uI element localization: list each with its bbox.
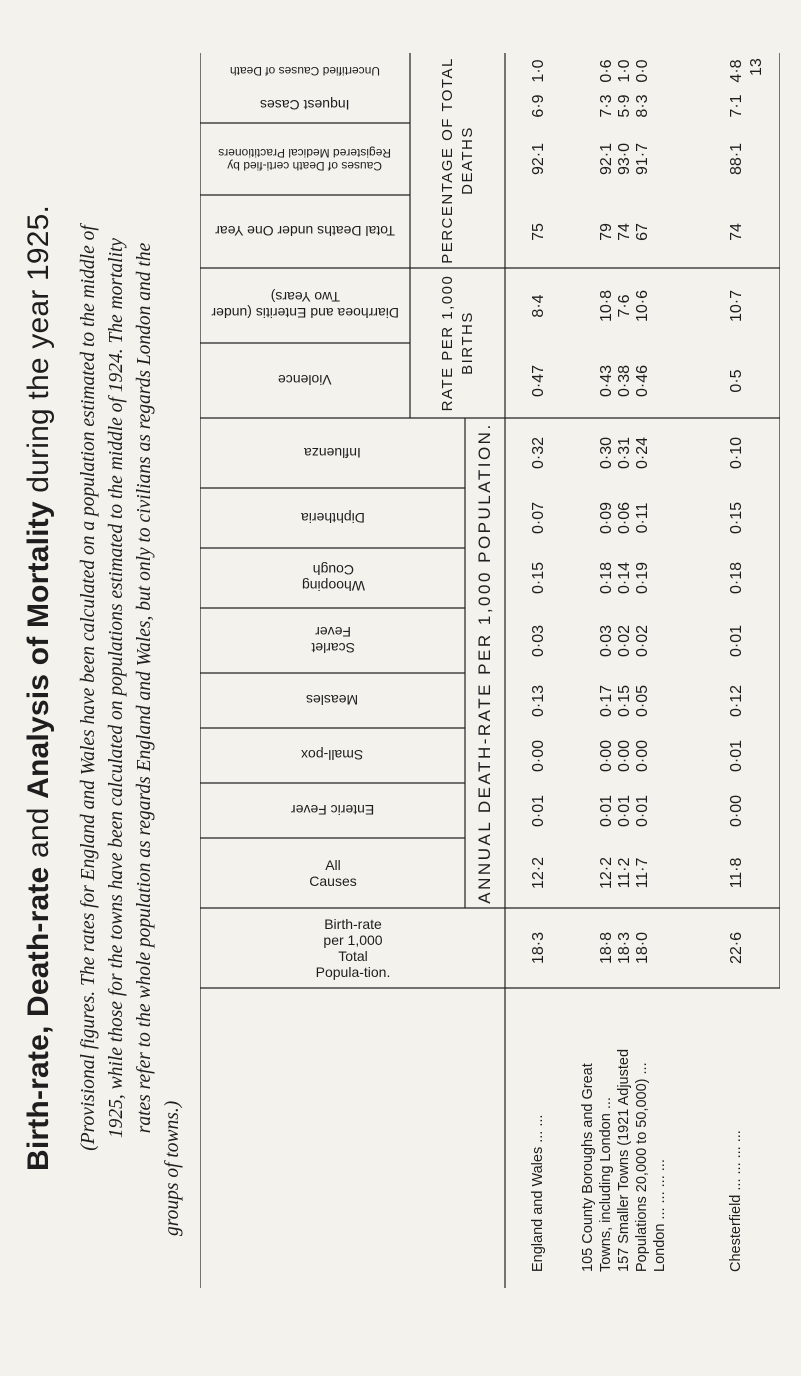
row-label: Towns, including London ... <box>598 1097 614 1272</box>
table-cell: 18·3 <box>530 931 547 965</box>
table-cell: 0·15 <box>728 501 745 535</box>
table-cell: 0·00 <box>616 739 633 773</box>
table-cell: 0·03 <box>530 624 547 658</box>
header-text: Measles <box>306 692 359 709</box>
table-cell: 93·0 <box>616 142 633 176</box>
table-cell: 74 <box>616 223 633 241</box>
table-cell: 0·19 <box>634 561 651 595</box>
table-cell: 0·01 <box>634 794 651 828</box>
table-cell: 92·1 <box>598 142 615 176</box>
col-diarrhoea-enteritis <box>200 268 410 343</box>
table-cell: 12·2 <box>530 856 547 890</box>
table-cell: 0·31 <box>616 436 633 470</box>
table-cell: 18·8 <box>598 931 615 965</box>
percentage-of-total-deaths-header <box>410 53 505 268</box>
col-whooping-cough <box>200 548 465 608</box>
table-cell: 0·43 <box>598 364 615 398</box>
subtitle-line: (Provisional figures. The rates for England and Wales have been calculated on a population estimated to the middle of <box>78 225 99 1151</box>
header-text: Causes of Death certi-fied by Registered Medical Practitioners <box>218 146 392 173</box>
title-part: Analysis of Mortality <box>22 501 55 799</box>
mortality-table <box>200 53 780 1288</box>
table-cell: 0·05 <box>634 684 651 718</box>
table-cell: 0·06 <box>616 501 633 535</box>
table-cell: 0·5 <box>728 369 745 393</box>
col-total-deaths-under-one <box>200 195 410 268</box>
table-cell: 11·8 <box>728 857 745 889</box>
table-cell: 0·15 <box>616 684 633 718</box>
row-label: Populations 20,000 to 50,000) ... <box>634 1062 650 1272</box>
col-measles <box>200 673 465 728</box>
table-cell: 0·02 <box>616 624 633 658</box>
header-text: Birth-rate per 1,000 Total Popula-tion. <box>315 916 390 980</box>
table-cell: 1·0 <box>616 59 633 83</box>
table-cell: 0·46 <box>634 364 651 398</box>
header-text: Total Deaths under One Year <box>215 223 395 240</box>
table-cell: 8·4 <box>530 294 547 318</box>
table-cell: 6·9 <box>530 94 547 118</box>
title-part: Birth-rate, Death-rate <box>22 866 55 1172</box>
table-cell: 0·18 <box>728 561 745 595</box>
header-text: Whooping Cough <box>300 562 365 594</box>
row-label: Chesterfield ... ... ... ... <box>728 1130 744 1272</box>
table-cell: 11·7 <box>634 857 651 889</box>
subtitle-line: 1925, while those for the towns have been calculated on populations estimated to the middle of 1924. The mortality <box>106 237 127 1139</box>
header-text: Violence <box>278 372 332 389</box>
table-cell: 67 <box>634 223 651 241</box>
table-cell: 0·30 <box>598 436 615 470</box>
table-cell: 74 <box>728 223 745 241</box>
col-uncertified-causes <box>200 53 410 88</box>
title-part: and <box>22 798 55 867</box>
table-cell: 0·09 <box>598 501 615 535</box>
table-cell: 0·0 <box>634 59 651 83</box>
table-cell: 92·1 <box>530 142 547 176</box>
birth-rate-header <box>200 908 505 988</box>
table-cell: 0·47 <box>530 364 547 398</box>
row-label: London ... ... ... ... <box>652 1159 668 1272</box>
subtitle-line: rates refer to the whole population as regards England and Wales, but only to civilians as regards London and the <box>134 242 155 1134</box>
col-certified-causes <box>200 123 410 195</box>
col-violence <box>200 343 410 418</box>
col-diphtheria <box>200 488 465 548</box>
row-label: 105 County Boroughs and Great <box>580 1063 596 1272</box>
table-cell: 1·0 <box>530 59 547 83</box>
table-cell: 0·18 <box>598 561 615 595</box>
header-text: Inquest Cases <box>260 97 350 114</box>
rate-per-1000-births-header <box>410 268 505 418</box>
group-header-text: RATE PER 1,000 BIRTHS <box>438 274 476 412</box>
table-cell: 0·01 <box>598 794 615 828</box>
group-header-text: PERCENTAGE OF TOTAL DEATHS <box>438 57 476 264</box>
table-cell: 22·6 <box>728 931 745 965</box>
table-cell: 0·12 <box>728 684 745 718</box>
table-cell: 12·2 <box>598 856 615 890</box>
table-cell: 0·00 <box>530 739 547 773</box>
table-cell: 79 <box>598 223 615 241</box>
table-cell: 0·01 <box>616 794 633 828</box>
table-cell: 0·01 <box>728 624 745 658</box>
header-text: Enteric Fever <box>290 802 375 819</box>
col-influenza <box>200 418 465 488</box>
table-cell: 8·3 <box>634 94 651 118</box>
title-part: during the year 1925. <box>22 204 55 502</box>
table-cell: 0·13 <box>530 684 547 718</box>
table-cell: 0·11 <box>634 502 651 534</box>
table-cell: 0·6 <box>598 59 615 83</box>
col-scarlet-fever <box>200 608 465 673</box>
death-rate-group-header <box>465 418 505 908</box>
table-cell: 4·8 <box>728 59 745 83</box>
header-text: Scarlet Fever <box>310 624 355 657</box>
table-cell: 91·7 <box>634 142 651 176</box>
table-cell: 18·3 <box>616 931 633 965</box>
row-label: England and Wales ... ... <box>530 1114 546 1272</box>
table-cell: 0·14 <box>616 561 633 595</box>
table-cell: 0·38 <box>616 364 633 398</box>
table-cell: 18·0 <box>634 931 651 965</box>
header-text: Diphtheria <box>300 510 365 526</box>
header-text: All Causes <box>308 857 357 889</box>
table-cell: 0·17 <box>598 684 615 718</box>
header-text: Small-pox <box>301 747 364 764</box>
header-text: Uncertified Causes of Death <box>229 64 381 78</box>
table-cell: 0·00 <box>634 739 651 773</box>
table-cell: 7·6 <box>616 294 633 318</box>
header-text: Influenza <box>304 445 361 461</box>
subtitle-line: groups of towns.) <box>162 1100 183 1236</box>
table-cell: 0·24 <box>634 436 651 470</box>
table-cell: 0·03 <box>598 624 615 658</box>
col-small-pox <box>200 728 465 783</box>
table-cell: 7·3 <box>598 94 615 118</box>
group-header-text: ANNUAL DEATH-RATE PER 1,000 POPULATION. <box>475 422 494 904</box>
table-cell: 0·32 <box>530 436 547 470</box>
table-cell: 0·01 <box>728 739 745 773</box>
table-cell: 7·1 <box>728 94 745 118</box>
table-cell: 0·00 <box>598 739 615 773</box>
table-cell: 11·2 <box>616 857 633 889</box>
table-cell: 10·8 <box>598 289 615 323</box>
page-title <box>22 0 56 1376</box>
table-cell: 0·00 <box>728 794 745 828</box>
table-cell: 0·02 <box>634 624 651 658</box>
table-cell: 0·15 <box>530 561 547 595</box>
table-cell: 0·01 <box>530 794 547 828</box>
table-cell: 5·9 <box>616 94 633 118</box>
col-enteric-fever <box>200 783 465 838</box>
col-inquest-cases <box>200 88 410 123</box>
table-cell: 10·7 <box>728 289 745 323</box>
table-cell: 10·6 <box>634 289 651 323</box>
table-cell: 88·1 <box>728 142 745 176</box>
header-text: Diarrhoea and Enteritis (under Two Years) <box>211 289 399 322</box>
row-label: 157 Smaller Towns (1921 Adjusted <box>616 1048 632 1272</box>
table-cell: 0·07 <box>530 501 547 535</box>
col-all-causes <box>200 838 465 908</box>
table-cell: 75 <box>530 223 547 241</box>
table-cell: 0·10 <box>728 436 745 470</box>
page-number: 13 <box>748 58 765 76</box>
